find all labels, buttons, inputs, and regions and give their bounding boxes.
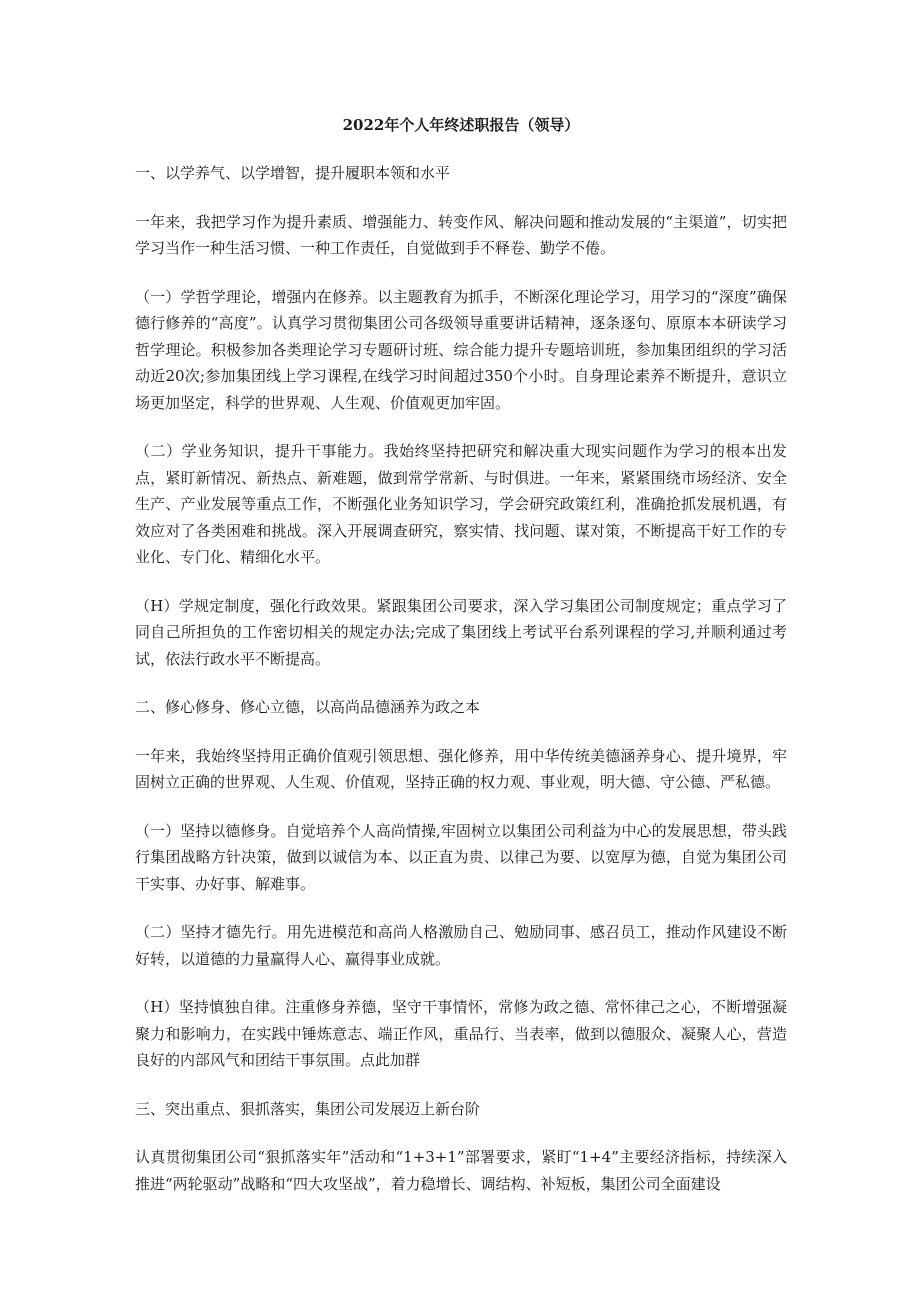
paragraph: 一年来，我把学习作为提升素质、增强能力、转变作风、解决问题和推动发展的“主渠道”，切实把学习当作一种生活习惯、一种工作责任，自觉做到手不释卷、勤学不倦。	[135, 212, 787, 257]
paragraph: （二）学业务知识，提升干事能力。我始终坚持把研究和解决重大现实问题作为学习的根本出发点，紧盯新情况、新热点、新难题，做到常学常新、与时俱进。一年来，紧紧围绕市场经济、安全生产、产业发展等重点工作，不断强化业务知识学习，学会研究政策红利，准确抢抓发展机遇，有效应对了各类困难和挑战。深入开展调查研究，察实情、找问题、谋对策，不断提高干好工作的专业化、专门化、精细化水平。	[135, 442, 787, 566]
section-heading-1: 一、以学养气、以学增智，提升履职本领和水平	[135, 164, 451, 182]
document-title: 2022年个人年终述职报告（领导）	[342, 116, 580, 134]
paragraph: 一年来，我始终坚持用正确价值观引领思想、强化修养，用中华传统美德涵养身心、提升境界，牢固树立正确的世界观、人生观、价值观，坚持正确的权力观、事业观，明大德、守公德、严私德。	[135, 746, 787, 791]
section-heading-3: 三、突出重点、狠抓落实，集团公司发展迈上新台阶	[135, 1099, 481, 1118]
paragraph: 认真贯彻集团公司“狠抓落实年”活动和“1+3+1”部署要求，紧盯“1+4”主要经济指标，持续深入推进“两轮驱动”战略和“四大攻坚战”，着力稳增长、调结构、补短板，集团公司全面建设	[135, 1148, 787, 1193]
paragraph: （二）坚持才德先行。用先进模范和高尚人格激励自己、勉励同事、感召员工，推动作风建设不断好转，以道德的力量赢得人心、赢得事业成就。	[135, 923, 787, 968]
document-page	[135, 112, 787, 1219]
paragraph: （一）学哲学理论，增强内在修养。以主题教育为抓手，不断深化理论学习，用学习的“深度”确保德行修养的“高度”。认真学习贯彻集团公司各级领导重要讲话精神，逐条逐句、原原本本研读学习哲学理论。积极参加各类理论学习专题研讨班、综合能力提升专题培训班，参加集团组织的学习活动近20次;参加集团线上学习课程,在线学习时间超过350个小时。自身理论素养不断提升，意识立场更加坚定，科学的世界观、人生观、价值观更加牢固。	[135, 287, 787, 412]
paragraph: （H）学规定制度，强化行政效果。紧跟集团公司要求，深入学习集团公司制度规定；重点学习了同自己所担负的工作密切相关的规定办法;完成了集团线上考试平台系列课程的学习,并顺利通过考试，依法行政水平不断提高。	[135, 596, 787, 668]
paragraph: （H）坚持慎独自律。注重修身养德，坚守干事情怀，常修为政之德、常怀律己之心，不断增强凝聚力和影响力，在实践中锤炼意志、端正作风，重品行、当表率，做到以德服众、凝聚人心，营造良好的内部风气和团结干事氛围。点此加群	[135, 998, 787, 1069]
paragraph: （一）坚持以德修身。自觉培养个人高尚情操,牢固树立以集团公司利益为中心的发展思想，带头践行集团战略方针决策，做到以诚信为本、以正直为贵、以律己为要、以宽厚为德，自觉为集团公司干实事、办好事、解难事。	[135, 821, 787, 893]
section-heading-2: 二、修心修身、修心立德，以高尚品德涵养为政之本	[135, 698, 481, 716]
